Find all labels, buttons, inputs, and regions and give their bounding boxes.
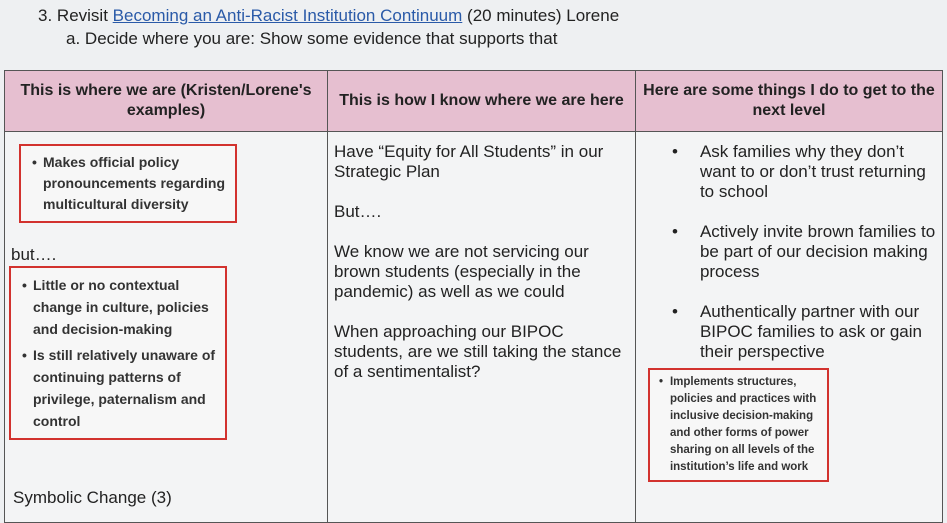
table-row xyxy=(5,132,943,523)
item-suffix: (20 minutes) Lorene xyxy=(467,6,620,25)
list-item: • Makes official policy pronouncements regarding multicultural diversity xyxy=(31,152,227,215)
cell-where-we-are xyxy=(5,132,328,523)
highlight-box-structures xyxy=(648,368,829,482)
sub-item-letter: a. xyxy=(66,29,81,48)
continuum-table xyxy=(4,70,943,523)
header-where-we-are: This is where we are (Kristen/Lorene's examples) xyxy=(5,71,328,132)
paragraph: Have “Equity for All Students” in our Strategic Plan xyxy=(334,142,604,181)
table-header-row xyxy=(5,71,943,132)
stage-label: Symbolic Change (3) xyxy=(13,488,172,507)
cell-how-i-know xyxy=(328,132,636,523)
continuum-link[interactable]: Becoming an Anti-Racist Institution Continuum xyxy=(112,6,463,25)
sub-item-text: Decide where you are: Show some evidence that supports that xyxy=(84,29,558,48)
list-item: • Actively invite brown families to be part of our decision making process xyxy=(666,222,936,282)
header-how-i-know: This is how I know where we are here xyxy=(328,71,636,132)
list-item: • Authentically partner with our BIPOC families to ask or gain their perspective xyxy=(666,302,936,362)
paragraph: We know we are not servicing our brown students (especially in the pandemic) as well as we could xyxy=(334,242,589,301)
list-item: • Little or no contextual change in culture, policies and decision-making xyxy=(21,274,221,340)
highlight-box-policy xyxy=(19,144,237,223)
list-item: • Is still relatively unaware of continuing patterns of privilege, paternalism and control xyxy=(21,344,221,432)
highlight-box-change xyxy=(9,266,227,440)
list-item: • Ask families why they don’t want to or don’t trust returning to school xyxy=(666,142,936,202)
list-item: • Implements structures, policies and practices with inclusive decision-making and other forms of power sharing on all levels of the institution’s life and work xyxy=(658,374,823,476)
paragraph: When approaching our BIPOC students, are we still taking the stance of a sentimentalist? xyxy=(334,322,622,381)
header-next-level: Here are some things I do to get to the next level xyxy=(635,71,942,132)
sub-item-a xyxy=(66,29,557,49)
but-label: but…. xyxy=(11,245,57,264)
item-number: 3. xyxy=(38,6,53,25)
evidence-text xyxy=(334,142,626,402)
item-prefix: Revisit xyxy=(56,6,108,25)
agenda-item-3 xyxy=(38,6,619,26)
action-list xyxy=(666,142,936,382)
paragraph: But…. xyxy=(334,202,382,221)
cell-next-level xyxy=(635,132,942,523)
